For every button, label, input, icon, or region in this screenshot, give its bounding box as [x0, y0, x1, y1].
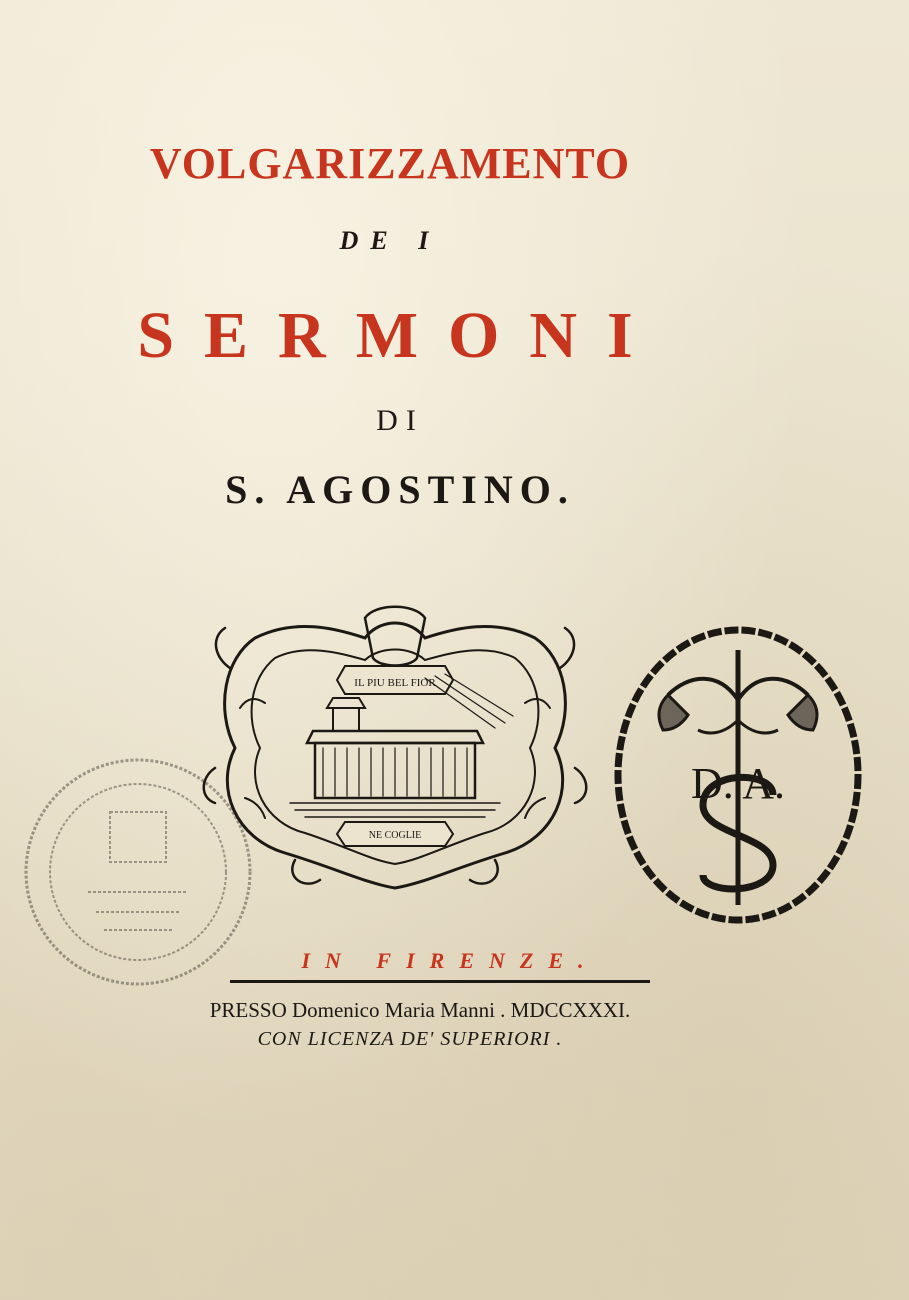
author-name: S. AGOSTINO. [225, 467, 575, 512]
device-motto-bottom: NE COGLIE [368, 830, 422, 841]
device-motto-top: IL PIU BEL FIOR [354, 677, 436, 689]
title-connector: DE I [339, 226, 441, 255]
divider-rule [230, 980, 650, 983]
imprint-city: IN FIRENZE. [301, 948, 599, 973]
title-preposition: DI [376, 404, 424, 437]
monogram-ownership-stamp [608, 620, 868, 930]
imprint-license: CON LICENZA DE' SUPERIORI . [257, 1028, 563, 1050]
stamp-monogram: D. A. [690, 759, 786, 808]
title-subject: SERMONI [137, 299, 663, 372]
imprint-publisher: PRESSO Domenico Maria Manni . MDCCXXXI. [209, 998, 631, 1022]
book-title: VOLGARIZZAMENTO [149, 139, 631, 188]
